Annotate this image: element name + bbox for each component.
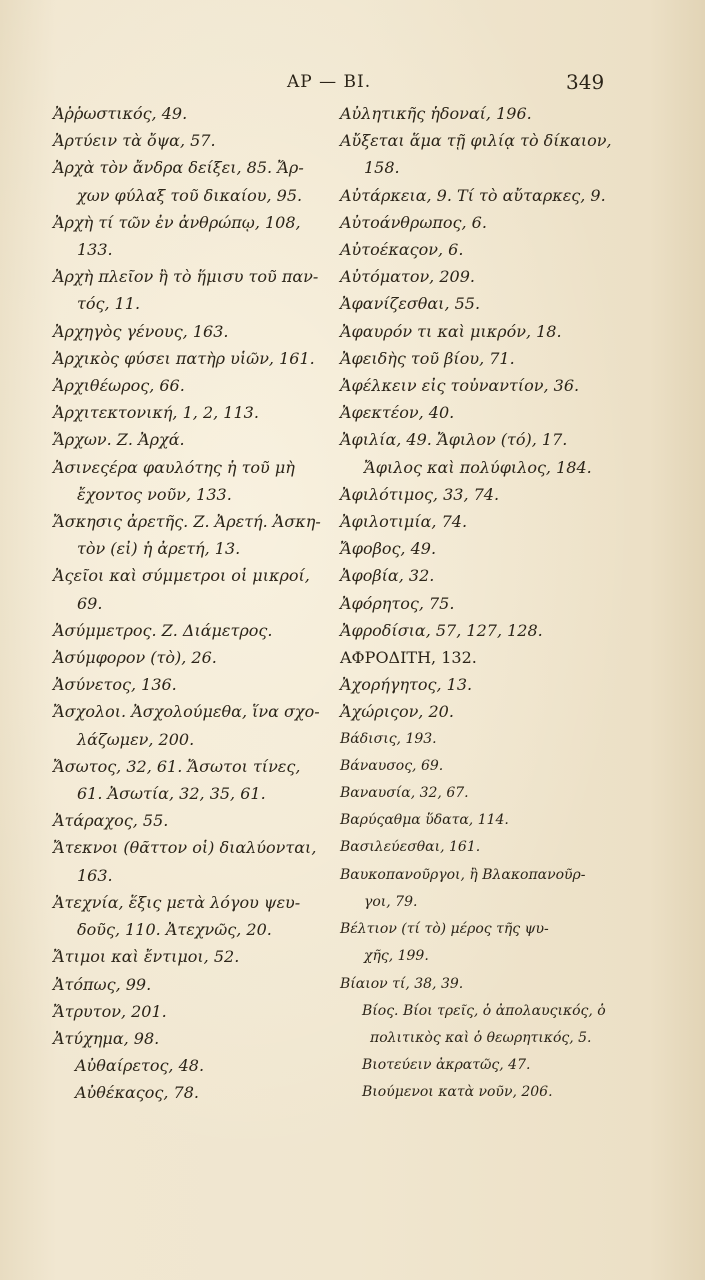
index-line: Ἄφιλος καὶ πολύφιλος, 184. [364, 457, 592, 477]
index-line: Ἄσχολοι. Ἀσχολούμεθα, ἵνα σχο- [53, 702, 320, 722]
index-line: Ἀρχιτεκτονική, 1, 2, 113. [53, 403, 259, 423]
index-line: Ἀῤῥωστικός, 49. [53, 104, 188, 123]
index-line: Βίος. Βίοι τρεῖς, ὁ ἀπολαυςικός, ὁ [362, 1002, 606, 1019]
index-line: Ἀφεκτέον, 40. [340, 403, 455, 423]
index-line: Βαρύςαθμα ὕδατα, 114. [340, 812, 509, 829]
index-line: Ἀρχὴ τί τῶν ἐν ἀνθρώπῳ, 108, [53, 212, 301, 232]
running-head: ΑΡ — ΒΙ. [287, 72, 372, 92]
index-line: Ἄφοβος, 49. [340, 539, 437, 559]
index-line: Ἀφροδίσια, 57, 127, 128. [340, 620, 543, 640]
index-line: 69. [77, 593, 103, 613]
index-line: λάζωμεν, 200. [77, 729, 195, 749]
index-column-left [53, 100, 343, 1107]
index-line: Ἀσύμφορον (τὸ), 26. [53, 648, 217, 668]
index-line: Ἄτρυτον, 201. [53, 1001, 167, 1021]
index-line: Ἀτύχημα, 98. [53, 1028, 160, 1048]
index-line: Ἄτιμοι καὶ ἔντιμοι, 52. [53, 947, 240, 967]
index-line: Ἀρχὰ τὸν ἄνδρα δείξει, 85. Ἄρ- [53, 158, 304, 178]
index-line: Ἀσύμμετρος. Ζ. Διάμετρος. [53, 620, 273, 640]
index-line: Ἀφέλκειν εἰς τοὐναντίον, 36. [340, 376, 580, 396]
index-line: Αὐτάρκεια, 9. Τί τὸ αὔταρκες, 9. [340, 185, 606, 205]
index-line: Ἀρτύειν τὰ ὄψα, 57. [53, 131, 216, 151]
index-line: τὸν (εἰ) ἡ ἀρετή, 13. [77, 539, 241, 559]
index-line: ἔχοντος νοῦν, 133. [77, 484, 232, 504]
index-line: Ἀφαυρόν τι καὶ μικρόν, 18. [340, 321, 562, 341]
index-line: Ἀτόπως, 99. [53, 974, 152, 994]
index-line: τός, 11. [77, 294, 141, 314]
index-line: Αὐλητικῆς ἡδοναί, 196. [340, 104, 532, 123]
index-line: Βάναυσος, 69. [340, 757, 444, 774]
index-line: Ἀςεῖοι καὶ σύμμετροι οἱ μικροί, [53, 566, 310, 586]
index-line: Ἀφιλότιμος, 33, 74. [340, 484, 500, 504]
index-line: χων φύλαξ τοῦ δικαίου, 95. [77, 185, 303, 205]
index-line: Ἀτεχνία, ἕξις μετὰ λόγου ψευ- [53, 892, 301, 912]
index-line: δοῦς, 110. Ἀτεχνῶς, 20. [77, 920, 272, 940]
index-line: Αὐθέκαςος, 78. [75, 1083, 199, 1103]
index-line: Ἀφόρητος, 75. [340, 593, 455, 613]
index-line: Βασιλεύεσθαι, 161. [340, 839, 481, 856]
index-line: Ἀχορήγητος, 13. [340, 675, 473, 695]
index-line: Ἀφοβία, 32. [340, 566, 435, 586]
index-column-right [340, 100, 630, 1107]
index-line: Αὐθαίρετος, 48. [75, 1056, 205, 1076]
index-line: γοι, 79. [364, 893, 418, 910]
index-line: Ἄσωτος, 32, 61. Ἄσωτοι τίνες, [53, 756, 301, 776]
index-line: Αὔξεται ἅμα τῇ φιλίᾳ τὸ δίκαιον, [340, 131, 612, 151]
index-line: πολιτικὸς καὶ ὁ θεωρητικός, 5. [370, 1029, 592, 1046]
index-line: 163. [77, 865, 113, 885]
index-line: χῆς, 199. [364, 948, 429, 965]
index-line: Ἄτεκνοι (θᾶττον οἱ) διαλύονται, [53, 838, 317, 858]
index-line: Ἀρχηγὸς γένους, 163. [53, 321, 229, 341]
index-line: 158. [364, 158, 400, 178]
index-line: Ἀσινεςέρα φαυλότης ἡ τοῦ μὴ [53, 457, 295, 477]
index-line: Ἀφιλοτιμία, 74. [340, 512, 468, 532]
index-line: Ἀφανίζεσθαι, 55. [340, 294, 481, 314]
index-line: Ἄσκησις ἀρετῆς. Ζ. Ἀρετή. Ἀσκη- [53, 512, 321, 532]
index-line: 133. [77, 240, 113, 260]
index-line: Ἀτάραχος, 55. [53, 811, 169, 831]
index-line: Βέλτιον (τί τὸ) μέρος τῆς ψυ- [340, 921, 549, 938]
index-line: ΑΦΡΟΔΙΤΗ, 132. [340, 648, 477, 668]
index-line: Βιούμενοι κατὰ νοῦν, 206. [362, 1084, 553, 1101]
index-line: Ἄρχων. Ζ. Ἀρχά. [53, 430, 185, 450]
page-number: 349 [566, 70, 605, 94]
index-line: Αὐτοάνθρωπος, 6. [340, 212, 487, 232]
index-line: Ἀρχιθέωρος, 66. [53, 376, 185, 396]
index-line: Ἀφιλία, 49. Ἄφιλον (τό), 17. [340, 430, 568, 450]
index-line: Ἀφειδὴς τοῦ βίου, 71. [340, 348, 515, 368]
index-line: Βιοτεύειν ἀκρατῶς, 47. [362, 1057, 531, 1074]
index-line: Βάδισις, 193. [340, 730, 437, 747]
index-line: Αὐτόματον, 209. [340, 267, 475, 287]
index-line: Βαυκοπανοῦργοι, ἢ Βλακοπανοῦρ- [340, 866, 586, 883]
index-line: Ἀρχικὸς φύσει πατὴρ υἱῶν, 161. [53, 348, 315, 368]
index-line: 61. Ἀσωτία, 32, 35, 61. [77, 784, 266, 804]
index-line: Ἀρχὴ πλεῖον ἢ τὸ ἥμισυ τοῦ παν- [53, 267, 319, 287]
index-line: Ἀχώριςον, 20. [340, 702, 454, 722]
index-line: Βαναυσία, 32, 67. [340, 785, 469, 802]
index-line: Βίαιον τί, 38, 39. [340, 975, 464, 992]
index-line: Αὐτοέκαςον, 6. [340, 240, 464, 260]
index-line: Ἀσύνετος, 136. [53, 675, 177, 695]
page-header [0, 70, 705, 100]
